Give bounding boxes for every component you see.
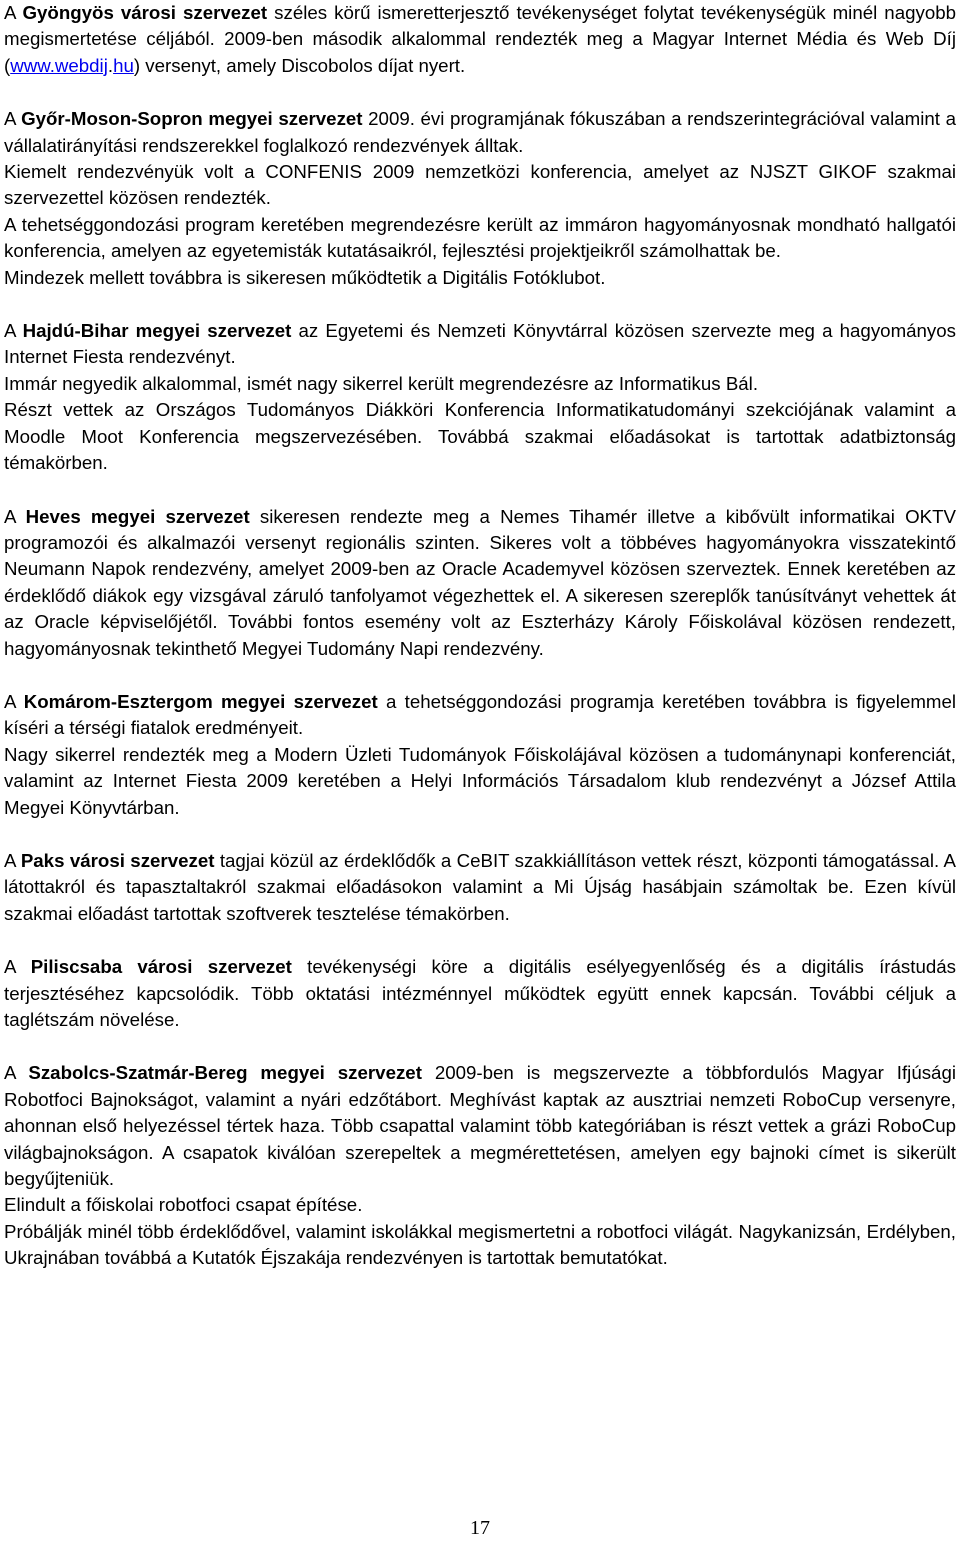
- org-name-gyongyos: Gyöngyös városi szervezet: [22, 2, 268, 23]
- paragraph-gyongyos: [4, 0, 956, 79]
- org-name-heves: Heves megyei szervezet: [25, 505, 250, 527]
- text-body: tagjai közül az érdeklődők a CeBIT szakkiállításon vettek részt, központi támogatással. A látottakról és tapasztaltakról szakmai előadásokon valamint a Mi Újság hasábjain számoltak be. Ezen kívül szakmai előadást tartottak szoftverek tesztelése témakörben.: [4, 849, 956, 924]
- paragraph-paks: [4, 848, 956, 927]
- org-name-szabolcs: Szabolcs-Szatmár-Bereg megyei szervezet: [28, 1062, 422, 1084]
- text-body: 2009-ben is megszervezte a többfordulós Magyar Ifjúsági Robotfoci Bajnokságot, valamint a nyári edzőtábort. Meghívást kaptak az ausztriai nemzeti RoboCup versenyre, ahonnan első helyezéssel tértek haza. Több csapattal valamint több kategóriában is részt vettek a grázi RoboCup világbajnokságon. A csapatok kiválóan szerepeltek a megmérettetésen, amelyen egy bajnoki címet is sikerült begyűjteniük.: [4, 1062, 956, 1190]
- text-lead: A: [4, 1062, 29, 1084]
- paragraph-komarom-intro: [4, 689, 956, 742]
- paragraph-hajdu-ball: Immár negyedik alkalommal, ismét nagy sikerrel került megrendezésre az Informatikus Bál.: [4, 372, 759, 394]
- paragraph-piliscsaba: [4, 954, 956, 1033]
- text-lead: A: [4, 690, 24, 712]
- paragraph-gyor-talent: A tehetséggondozási program keretében megrendezésre került az immáron hagyományosnak mondható hallgatói konferencia, amelyen az egyetemisták kutatásaikról, fejlesztési projektjeikről számolhattak be.: [4, 213, 956, 262]
- text-body: az Egyetemi és Nemzeti Könyvtárral közösen szervezte meg a hagyományos Internet Fiesta rendezvényt.: [4, 320, 956, 368]
- org-name-komarom: Komárom-Esztergom megyei szervezet: [23, 690, 378, 712]
- paragraph-gyor-intro: [4, 106, 956, 159]
- paragraph-gyor-confenis: Kiemelt rendezvényük volt a CONFENIS 2009 nemzetközi konferencia, amelyet az NJSZT GIKOF szakmai szervezettel közösen rendezték.: [4, 161, 956, 209]
- text-body: tevékenységi köre a digitális esélyegyenlőség és a digitális írástudás terjesztéséhez kapcsolódik. Több oktatási intézménnyel működtek együtt ennek kapcsán. További céljuk a taglétszám növelése.: [4, 956, 956, 1030]
- webdij-link-tld[interactable]: hu: [113, 54, 134, 76]
- webdij-link[interactable]: www.webdij: [10, 54, 108, 76]
- text-lead: A: [4, 849, 21, 871]
- text-body-end: ) versenyt, amely Discobolos díjat nyert.: [133, 54, 466, 76]
- paragraph-szabolcs-team: Elindult a főiskolai robotfoci csapat építése.: [4, 1194, 363, 1216]
- text-lead: A: [4, 956, 31, 978]
- spacer: [4, 821, 956, 848]
- paragraph-hajdu-conference: Részt vettek az Országos Tudományos Diákköri Konferencia Informatikatudományi szekciójának valamint a Moodle Moot Konferencia megszervezésében. Továbbá szakmai előadásokat is tartottak adatbiztonság témakörben.: [4, 399, 956, 474]
- paragraph-heves: [4, 504, 956, 662]
- spacer: [4, 79, 956, 106]
- text-body: széles körű ismeretterjesztő tevékenységet folytat tevékenységük minél nagyobb megismertetése céljából. 2009-ben második alkalommal rendezték meg a Magyar Internet Média és Web Díj (: [4, 2, 957, 76]
- paragraph-szabolcs-intro: [4, 1060, 956, 1192]
- text-lead: A: [4, 320, 23, 342]
- org-name-piliscsaba: Piliscsaba városi szervezet: [30, 956, 292, 978]
- org-name-hajdu: Hajdú-Bihar megyei szervezet: [22, 320, 292, 342]
- text-lead: A: [4, 2, 23, 23]
- page-number: 17: [470, 1517, 490, 1539]
- spacer: [4, 662, 956, 689]
- text-body: 2009. évi programjának fókuszában a rendszerintegrációval valamint a vállalatirányítási rendszerekkel foglalkozó rendezvények álltak.: [4, 108, 956, 156]
- text-lead: A: [4, 505, 26, 527]
- text-dot: .: [107, 54, 114, 76]
- spacer: [4, 1033, 956, 1060]
- paragraph-szabolcs-demos: Próbálják minél több érdeklődővel, valamint iskolákkal megismertetni a robotfoci világát. Nagykanizsán, Erdélyben, Ukrajnában továbbá a Kutatók Éjszakája rendezvényen is tartottak bemutatókat.: [4, 1220, 956, 1269]
- paragraph-komarom-conference: Nagy sikerrel rendezték meg a Modern Üzleti Tudományok Főiskolájával közösen a tudománynapi konferenciát, valamint az Internet Fiesta 2009 keretében a Helyi Információs Társadalom klub rendezvényt a József Attila Megyei Könyvtárban.: [4, 743, 956, 818]
- spacer: [4, 477, 956, 504]
- text-body: sikeresen rendezte meg a Nemes Tihamér illetve a kibővült informatikai OKTV programozói és alkalmazói versenyt regionális szinten. Sikeres volt a többéves hagyományokra visszatekintő Neumann Napok rendezvény, amelyet 2009-ben az Oracle Academyvel közösen szerveztek. Ennek keretében az érdeklődő diákok egy vizsgával záruló tanfolyamot végezhettek el. A sikeresen szereplők tanúsítványt vehettek át az Oracle képviselőjétől. További fontos esemény volt az Eszterházy Károly Főiskolával közösen rendezett, hagyományosnak tekinthető Megyei Tudomány Napi rendezvény.: [4, 505, 956, 659]
- text-lead: A: [4, 108, 22, 130]
- org-name-paks: Paks városi szervezet: [20, 849, 215, 871]
- paragraph-hajdu-intro: [4, 318, 956, 371]
- text-body: a tehetséggondozási programja keretében továbbra is figyelemmel kíséri a térségi fiatalok eredményeit.: [4, 690, 957, 739]
- spacer: [4, 927, 956, 954]
- spacer: [4, 291, 956, 318]
- paragraph-gyor-photoclub: Mindezek mellett továbbra is sikeresen működtetik a Digitális Fotóklubot.: [4, 266, 606, 288]
- org-name-gyor: Győr-Moson-Sopron megyei szervezet: [21, 108, 363, 130]
- document-page: [4, 0, 956, 1272]
